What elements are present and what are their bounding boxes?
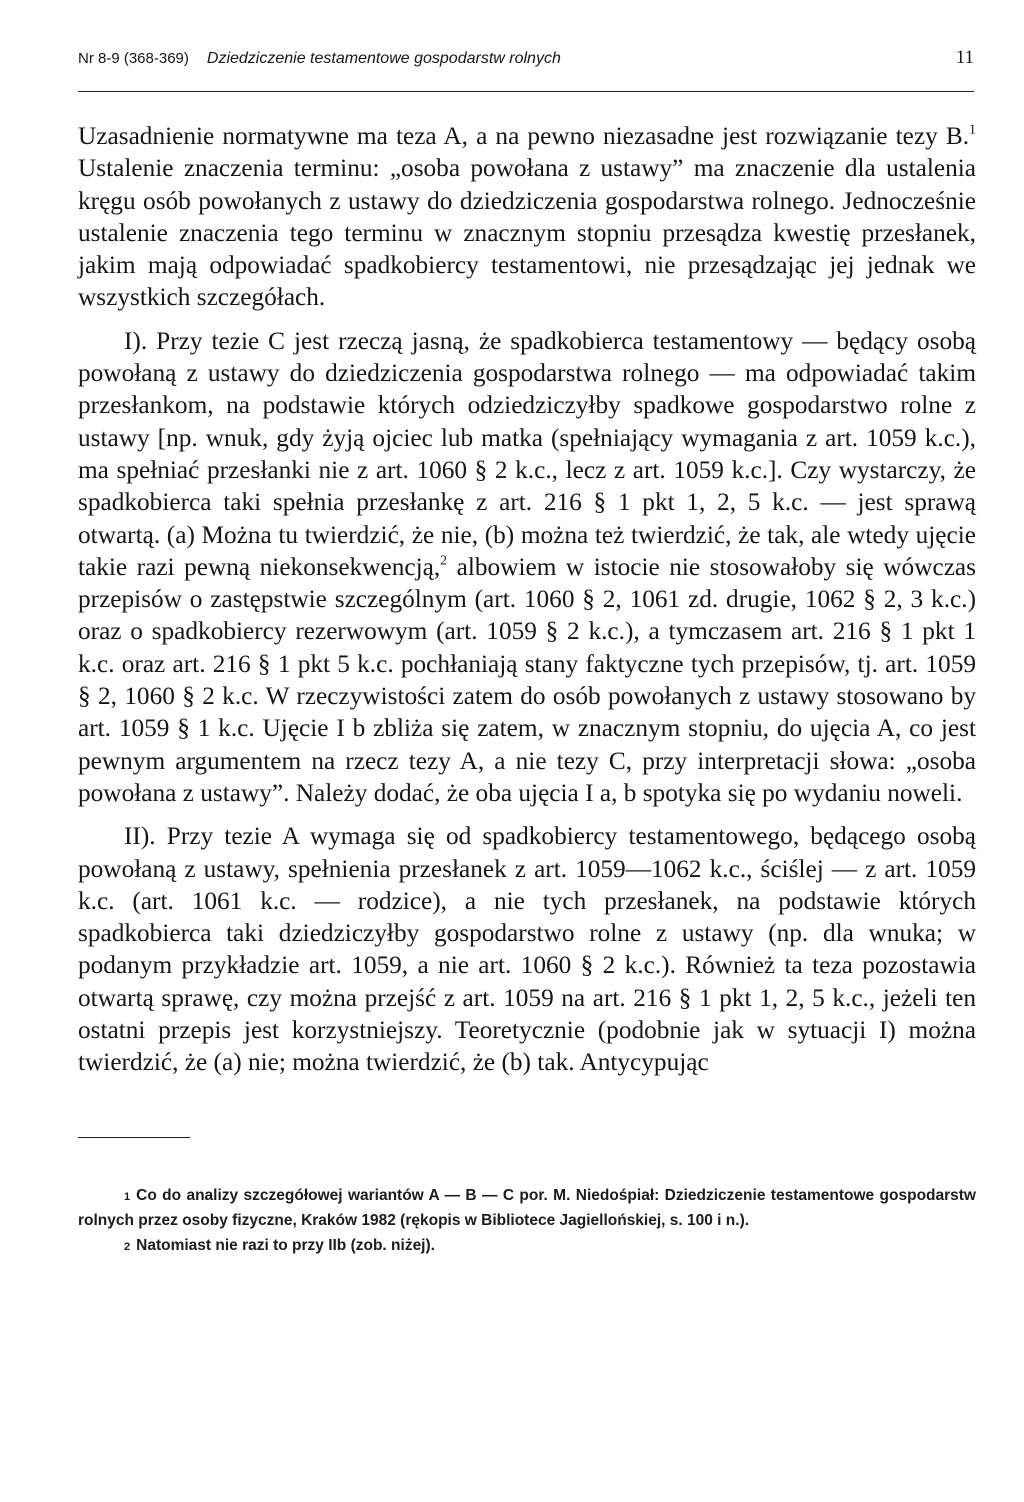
paragraph-2 (78, 325, 976, 809)
running-title: Dziedziczenie testamentowe gospodarstw rolnych (206, 50, 561, 67)
footnote-2-number: 2 (124, 1240, 131, 1253)
paragraph-2-text-a: I). Przy tezie C jest rzeczą jasną, że spadkobierca testamentowy — będący osobą powołaną z ustawy do dziedziczenia gospodarstwa rolnego — ma odpowiadać takim przesłankom, na podstawie których odziedziczyłby spadkowe gospodarstwo rolne z ustawy [np. wnuk, gdy żyją ojciec lub matka (spełniający wymagania z art. 1059 k.c.), ma spełniać przesłanki nie z art. 1060 § 2 k.c., lecz z art. 1059 k.c.]. Czy wystarczy, że spadkobierca taki spełnia przesłankę z art. 216 § 1 pkt 1, 2, 5 k.c. — jest sprawą otwartą. (a) Można tu twierdzić, że nie, (b) można też twierdzić, że tak, ale wtedy ujęcie takie razi pewną niekonsekwencją, (78, 326, 976, 581)
footnote-2 (78, 1234, 976, 1260)
paragraph-1 (78, 120, 976, 314)
footnote-separator (78, 1137, 190, 1138)
footnote-ref-1: 1 (969, 122, 976, 138)
footnote-1-number: 1 (124, 1190, 131, 1203)
body-text (78, 120, 976, 1079)
paragraph-1-text-a: Uzasadnienie normatywne ma teza A, a na pewno niezasadne jest rozwiązanie tezy B. (78, 122, 970, 150)
paragraph-3: II). Przy tezie A wymaga się od spadkobiercy testamentowego, będącego osobą powołaną z ustawy, spełnienia przesłanek z art. 1059—1062 k.c., ściślej — z art. 1059 k.c. (art. 1061 k.c. — rodzice), a nie tych przesłanek, na podstawie których spadkobierca taki dziedziczyłby gospodarstwo rolne z ustawy (np. dla wnuka; w podanym przykładzie art. 1059, a nie art. 1060 § 2 k.c.). Również ta teza pozostawia otwartą sprawę, czy można przejść z art. 1059 na art. 216 § 1 pkt 1, 2, 5 k.c., jeżeli ten ostatni przepis jest korzystniejszy. Teoretycznie (podobnie jak w sytuacji I) można twierdzić, że (a) nie; można twierdzić, że (b) tak. Antycypując (78, 822, 976, 1077)
paragraph-1-text-b: Ustalenie znaczenia terminu: „osoba powołana z ustawy” ma znaczenie dla ustalenia kręgu osób powołanych z ustawy do dziedziczenia gospodarstwa rolnego. Jednocześnie ustalenie znaczenia tego terminu w znacznym stopniu przesądza kwestię przesłanek, jakim mają odpowiadać spadkobiercy testamentowi, nie przesądzając jej jednak we wszystkich szczegółach. (78, 154, 976, 312)
issue-number: Nr 8-9 (368-369) (78, 50, 189, 67)
running-head (78, 48, 974, 92)
page-number: 11 (955, 47, 974, 68)
footnote-1 (78, 1184, 976, 1234)
footnote-1-text: Co do analizy szczegółowej wariantów A — B — C por. M. Niedośpiał: Dziedziczenie testamentowe gospodarstw rolnych przez osoby fizyczne, Kraków 1982 (rękopis w Bibliotece Jagiellońskiej, s. 100 i n.). (78, 1186, 976, 1230)
footnotes (78, 1184, 976, 1260)
footnote-ref-2: 2 (440, 553, 448, 569)
paragraph-2-text-b: albowiem w istocie nie stosowałoby się wówczas przepisów o zastępstwie szczególnym (art. 1060 § 2, 1061 zd. drugie, 1062 § 2, 3 k.c.) oraz o spadkobiercy rezerwowym (art. 1059 § 2 k.c.), a tymczasem art. 216 § 1 pkt 1 k.c. oraz art. 216 § 1 pkt 5 k.c. pochłaniają stany faktyczne tych przepisów, tj. art. 1059 § 2, 1060 § 2 k.c. W rzeczywistości zatem do osób powołanych z ustawy stosowano by art. 1059 § 1 k.c. Ujęcie I b zbliża się zatem, w znacznym stopniu, do ujęcia A, co jest pewnym argumentem na rzecz tezy A, a nie tezy C, przy interpretacji słowa: „osoba powołana z ustawy”. Należy dodać, że oba ujęcia I a, b spotyka się po wydaniu noweli. (78, 552, 977, 807)
footnote-2-text: Natomiast nie razi to przy IIb (zob. niżej). (136, 1236, 435, 1254)
